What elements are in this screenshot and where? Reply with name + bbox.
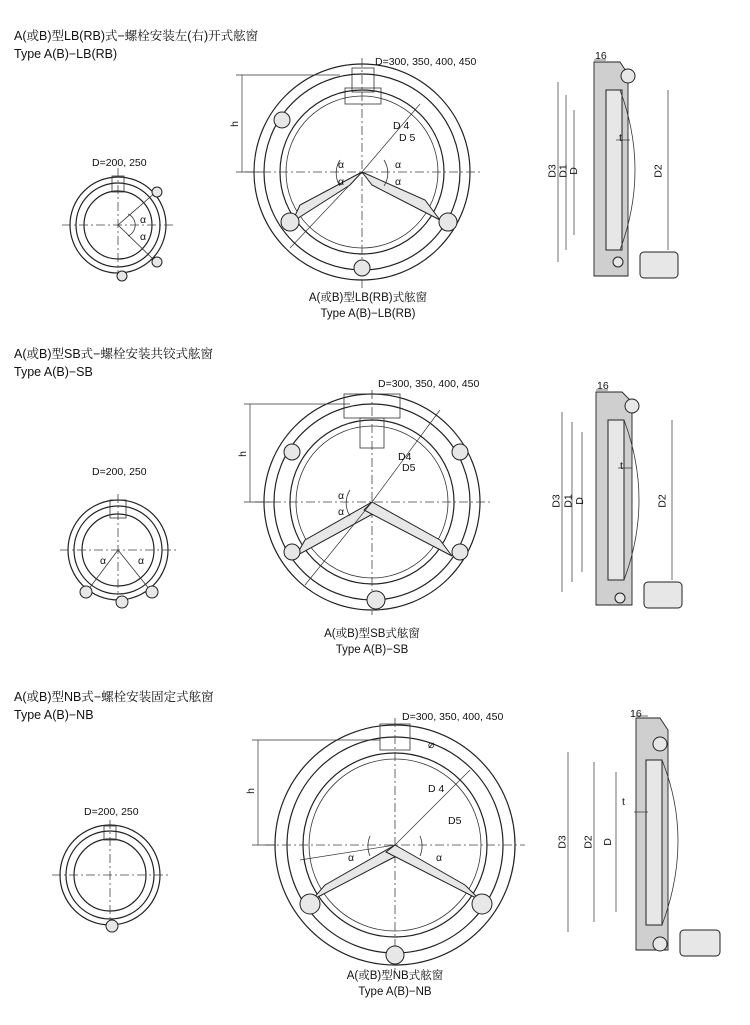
- s1-small-porthole: [62, 168, 174, 282]
- s2-d3-label: D3: [550, 494, 563, 508]
- s1-h-label: h: [228, 121, 241, 127]
- s1-large-porthole: [236, 58, 480, 288]
- s2-d-label: D: [573, 497, 586, 505]
- section-3-title-cn: A(或B)型NB式−螺栓安装固定式舷窗: [14, 690, 214, 704]
- s1-caption-en: Type A(B)−LB(RB): [320, 308, 416, 320]
- s1-d1-label: D1: [557, 164, 570, 178]
- s1-small-alpha-2: α: [140, 231, 147, 243]
- s3-h-label: h: [244, 788, 257, 794]
- s1-alpha-4: α: [395, 176, 402, 188]
- s1-caption-cn: A(或B)型LB(RB)式舷窗: [308, 292, 428, 304]
- s3-t-label: t: [622, 796, 625, 808]
- s2-16-label: 16: [597, 380, 609, 392]
- s2-large-size-label: D=300, 350, 400, 450: [378, 378, 480, 390]
- s1-small-alpha-1: α: [140, 214, 147, 226]
- s3-alpha-1: α: [348, 852, 355, 864]
- s2-caption-cn: A(或B)型SB式舷窗: [324, 628, 420, 640]
- s1-d2-label: D2: [652, 164, 665, 178]
- section-1-title-cn: A(或B)型LB(RB)式−螺栓安装左(右)开式舷窗: [14, 29, 259, 43]
- s2-small-porthole: [60, 494, 176, 608]
- s2-alpha-2: α: [338, 506, 345, 518]
- s1-alpha-2: α: [338, 176, 345, 188]
- s3-d2-label: D2: [582, 835, 595, 849]
- s2-large-porthole: [244, 390, 490, 615]
- s2-d5-label: D5: [402, 462, 416, 474]
- s2-alpha-1: α: [338, 490, 345, 502]
- s1-small-size-label: D=200, 250: [92, 157, 147, 169]
- s1-d3-label: D3: [546, 164, 559, 178]
- s2-small-alpha-2: α: [138, 555, 145, 567]
- section-3-title-en: Type A(B)−NB: [14, 708, 94, 722]
- s3-16-label: 16: [630, 708, 642, 720]
- s3-d4-label: D 4: [428, 783, 445, 795]
- s3-small-porthole: [52, 820, 168, 932]
- s2-d2-label: D2: [656, 494, 669, 508]
- s1-alpha-1: α: [338, 159, 345, 171]
- s3-caption-en: Type A(B)−NB: [358, 986, 432, 998]
- s2-t-label: t: [620, 460, 623, 472]
- s1-16-label: 16: [595, 50, 607, 62]
- s3-d5-label: D5: [448, 815, 462, 827]
- s2-small-size-label: D=200, 250: [92, 466, 147, 478]
- s3-diam-symbol: ⌀: [428, 739, 435, 751]
- s2-d1-label: D1: [562, 494, 575, 508]
- s2-h-label: h: [236, 451, 249, 457]
- s1-d5-label: D 5: [399, 132, 416, 144]
- s2-d4-label: D4: [398, 451, 412, 463]
- section-2-title-en: Type A(B)−SB: [14, 365, 93, 379]
- s2-caption-en: Type A(B)−SB: [335, 644, 409, 656]
- s2-caption: [262, 626, 482, 658]
- s3-caption-cn: A(或B)型NB式舷窗: [346, 970, 444, 982]
- s3-d-label: D: [601, 838, 614, 846]
- s1-t-label: t: [619, 132, 622, 144]
- s3-alpha-2: α: [436, 852, 443, 864]
- s3-d3-label: D3: [556, 835, 569, 849]
- s3-large-porthole: [252, 718, 525, 972]
- s1-large-size-label: D=300, 350, 400, 450: [375, 56, 477, 68]
- section-1-title-en: Type A(B)−LB(RB): [14, 47, 118, 61]
- s1-d4-label: D 4: [393, 120, 410, 132]
- s1-alpha-3: α: [395, 159, 402, 171]
- s3-caption: [285, 968, 505, 1000]
- s3-large-size-label: D=300, 350, 400, 450: [402, 711, 504, 723]
- s1-d-label: D: [567, 167, 580, 175]
- s1-caption: [258, 290, 478, 322]
- s2-small-alpha-1: α: [100, 555, 107, 567]
- section-2-title-cn: A(或B)型SB式−螺栓安装共铰式舷窗: [14, 347, 213, 361]
- s3-small-size-label: D=200, 250: [84, 806, 139, 818]
